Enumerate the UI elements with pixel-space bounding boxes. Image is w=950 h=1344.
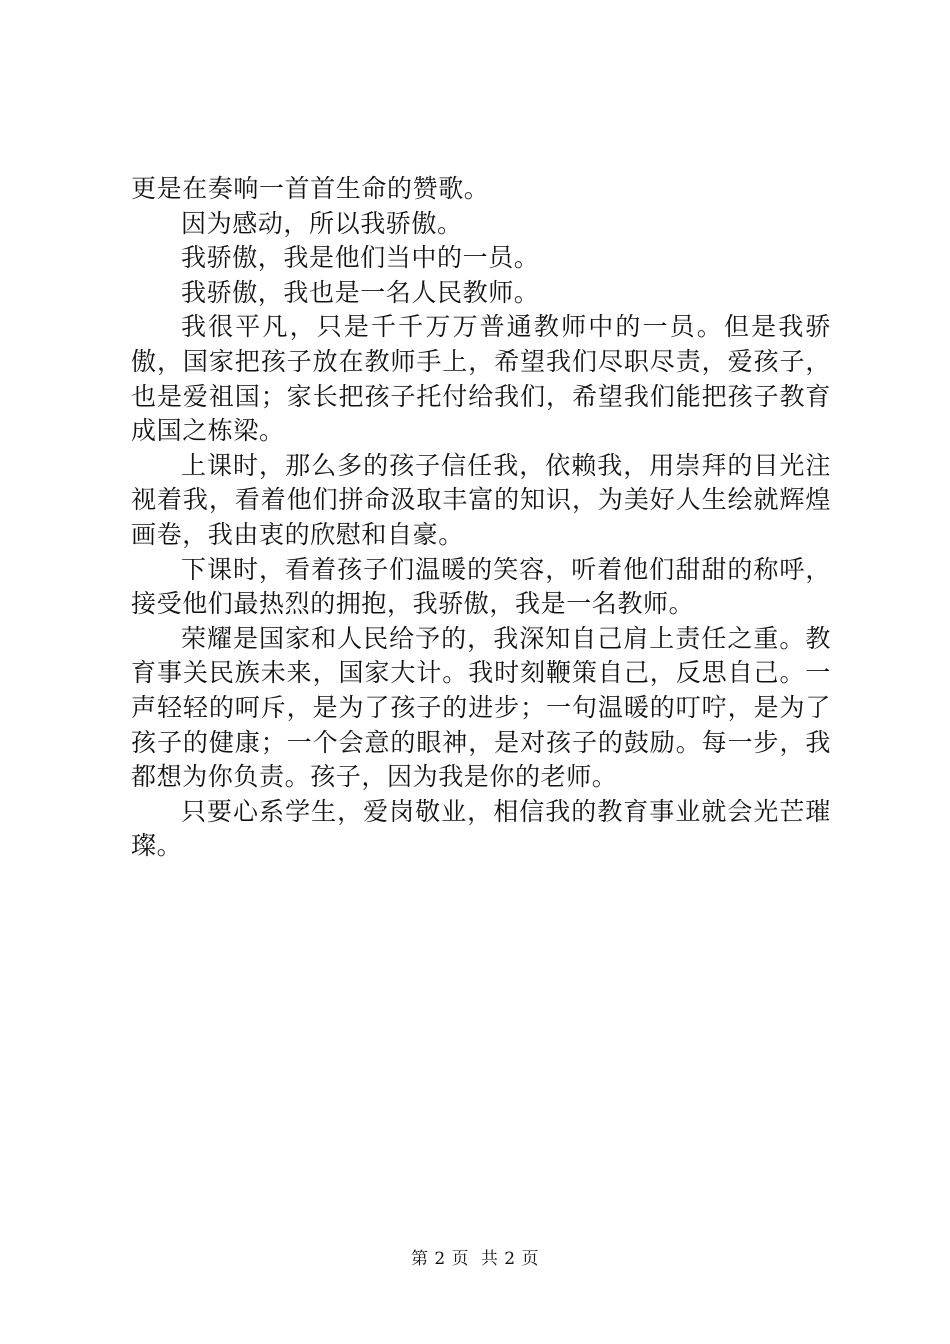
document-body (131, 172, 831, 864)
paragraph: 只要心系学生，爱岗敬业，相信我的教育事业就会光芒璀璨。 (131, 796, 831, 861)
paragraph: 我骄傲，我是他们当中的一员。 (181, 243, 540, 273)
page-number-label: 第 2 页 共 2 页 (410, 1249, 540, 1269)
paragraph: 我骄傲，我也是一名人民教师。 (181, 277, 540, 307)
paragraph: 下课时，看着孩子们温暖的笑容，听着他们甜甜的称呼，接受他们最热烈的拥抱，我骄傲，我是一名教师。 (131, 554, 831, 619)
paragraph: 上课时，那么多的孩子信任我，依赖我，用崇拜的目光注视着我，看着他们拼命汲取丰富的知识，为美好人生绘就辉煌画卷，我由衷的欣慰和自豪。 (131, 450, 831, 549)
paragraph: 因为感动，所以我骄傲。 (181, 208, 463, 238)
paragraph: 荣耀是国家和人民给予的，我深知自己肩上责任之重。教育事关民族未来，国家大计。我时刻鞭策自己，反思自己。一声轻轻的呵斥，是为了孩子的进步；一句温暖的叮咛，是为了孩子的健康；一个会意的眼神，是对孩子的鼓励。每一步，我都想为你负责。孩子，因为我是你的老师。 (131, 623, 831, 792)
paragraph-continuation: 更是在奏响一首首生命的赞歌。 (131, 174, 490, 203)
paragraph: 我很平凡，只是千千万万普通教师中的一员。但是我骄傲，国家把孩子放在教师手上，希望我们尽职尽责，爱孩子，也是爱祖国；家长把孩子托付给我们，希望我们能把孩子教育成国之栋梁。 (131, 312, 831, 446)
page-footer (0, 1244, 950, 1269)
